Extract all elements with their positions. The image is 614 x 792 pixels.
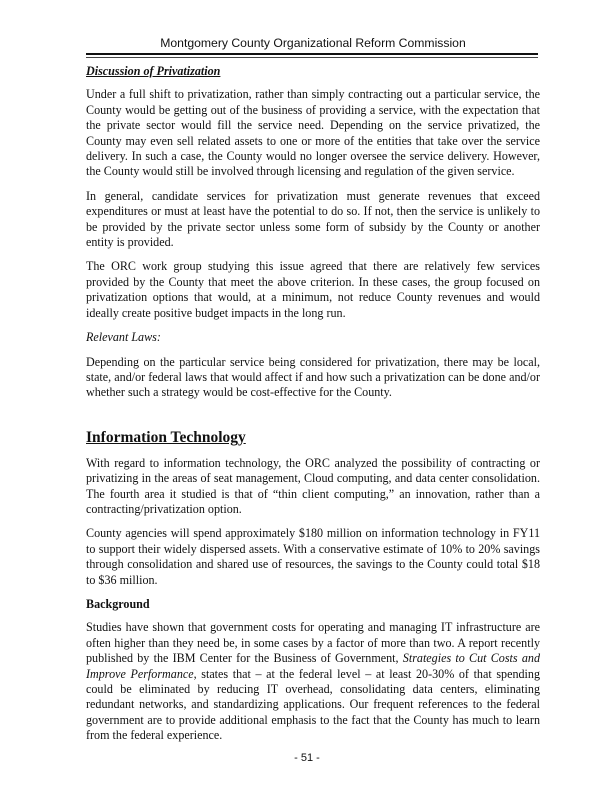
page-header-title: Montgomery County Organizational Reform Commission [160, 36, 466, 50]
section-heading-information-technology: Information Technology [86, 428, 246, 446]
discussion-paragraph-1: Under a full shift to privatization, rather than simply contracting out a particular service, the County would be getting out of the business of providing a service, with the expectation that the private sector would fill the service need. Depending on the service privatized, the County may even sell related assets to one or more of the entities that take over the service delivery. In such a case, the County would no longer oversee the service delivery. However, the County would still be involved through licensing and regulation of the given service. [86, 87, 540, 179]
background-text-end: , states that – at the federal level – at least 20-30% of that spending could be eliminated by reducing IT overhead, consolidating data centers, eliminating redundant networks, and standardizing applications. Our frequent references to the federal government are to provide additional emphasis to the fact that the County has much to learn from the federal experience. [86, 666, 540, 743]
report-title: Strategies to Cut Costs and Improve Performance [86, 651, 540, 681]
page-number: - 51 - [294, 752, 320, 764]
page-body [86, 64, 540, 753]
it-paragraph-2: County agencies will spend approximately $180 million on information technology in FY11 to support their widely dispersed assets. With a conservative estimate of 10% to 20% savings through consolidation and shared use of resources, the savings to the County could total $18 to $36 million. [86, 526, 540, 587]
it-paragraph-1: With regard to information technology, the ORC analyzed the possibility of contracting or privatizing in the areas of seat management, Cloud computing, and data center consolidation. The fourth area it studied is that of “thin client computing,” an innovation, rather than a contracting/privatization option. [86, 455, 540, 516]
discussion-heading: Discussion of Privatization [86, 64, 221, 78]
background-heading: Background [86, 596, 150, 611]
header-rule-thin [86, 57, 538, 58]
discussion-paragraph-3: The ORC work group studying this issue agreed that there are relatively few services provided by the County that meet the above criterion. In these cases, the group focused on privatization options that would, at a minimum, not reduce County revenues and would ideally create positive budget impacts in the long run. [86, 259, 540, 320]
background-text-start: Studies have shown that government costs for operating and managing IT infrastructure are often higher than they need be, in some cases by a factor of more than two. A report recently published by the IBM Center for the Business of Government, [86, 620, 540, 666]
relevant-laws-label: Relevant Laws: [86, 330, 161, 345]
discussion-paragraph-2: In general, candidate services for privatization must generate revenues that exceed expenditures or must at least have the potential to do so. If not, then the service is unlikely to be provided by the private sector unless some form of subsidy by the County or another entity is provided. [86, 188, 540, 250]
relevant-laws-paragraph: Depending on the particular service being considered for privatization, there may be local, state, and/or federal laws that would affect if and how such a privatization can be done and/or whether such a strategy would be cost-effective for the County. [86, 354, 540, 400]
background-paragraph [86, 620, 540, 743]
header-rule [86, 53, 538, 55]
